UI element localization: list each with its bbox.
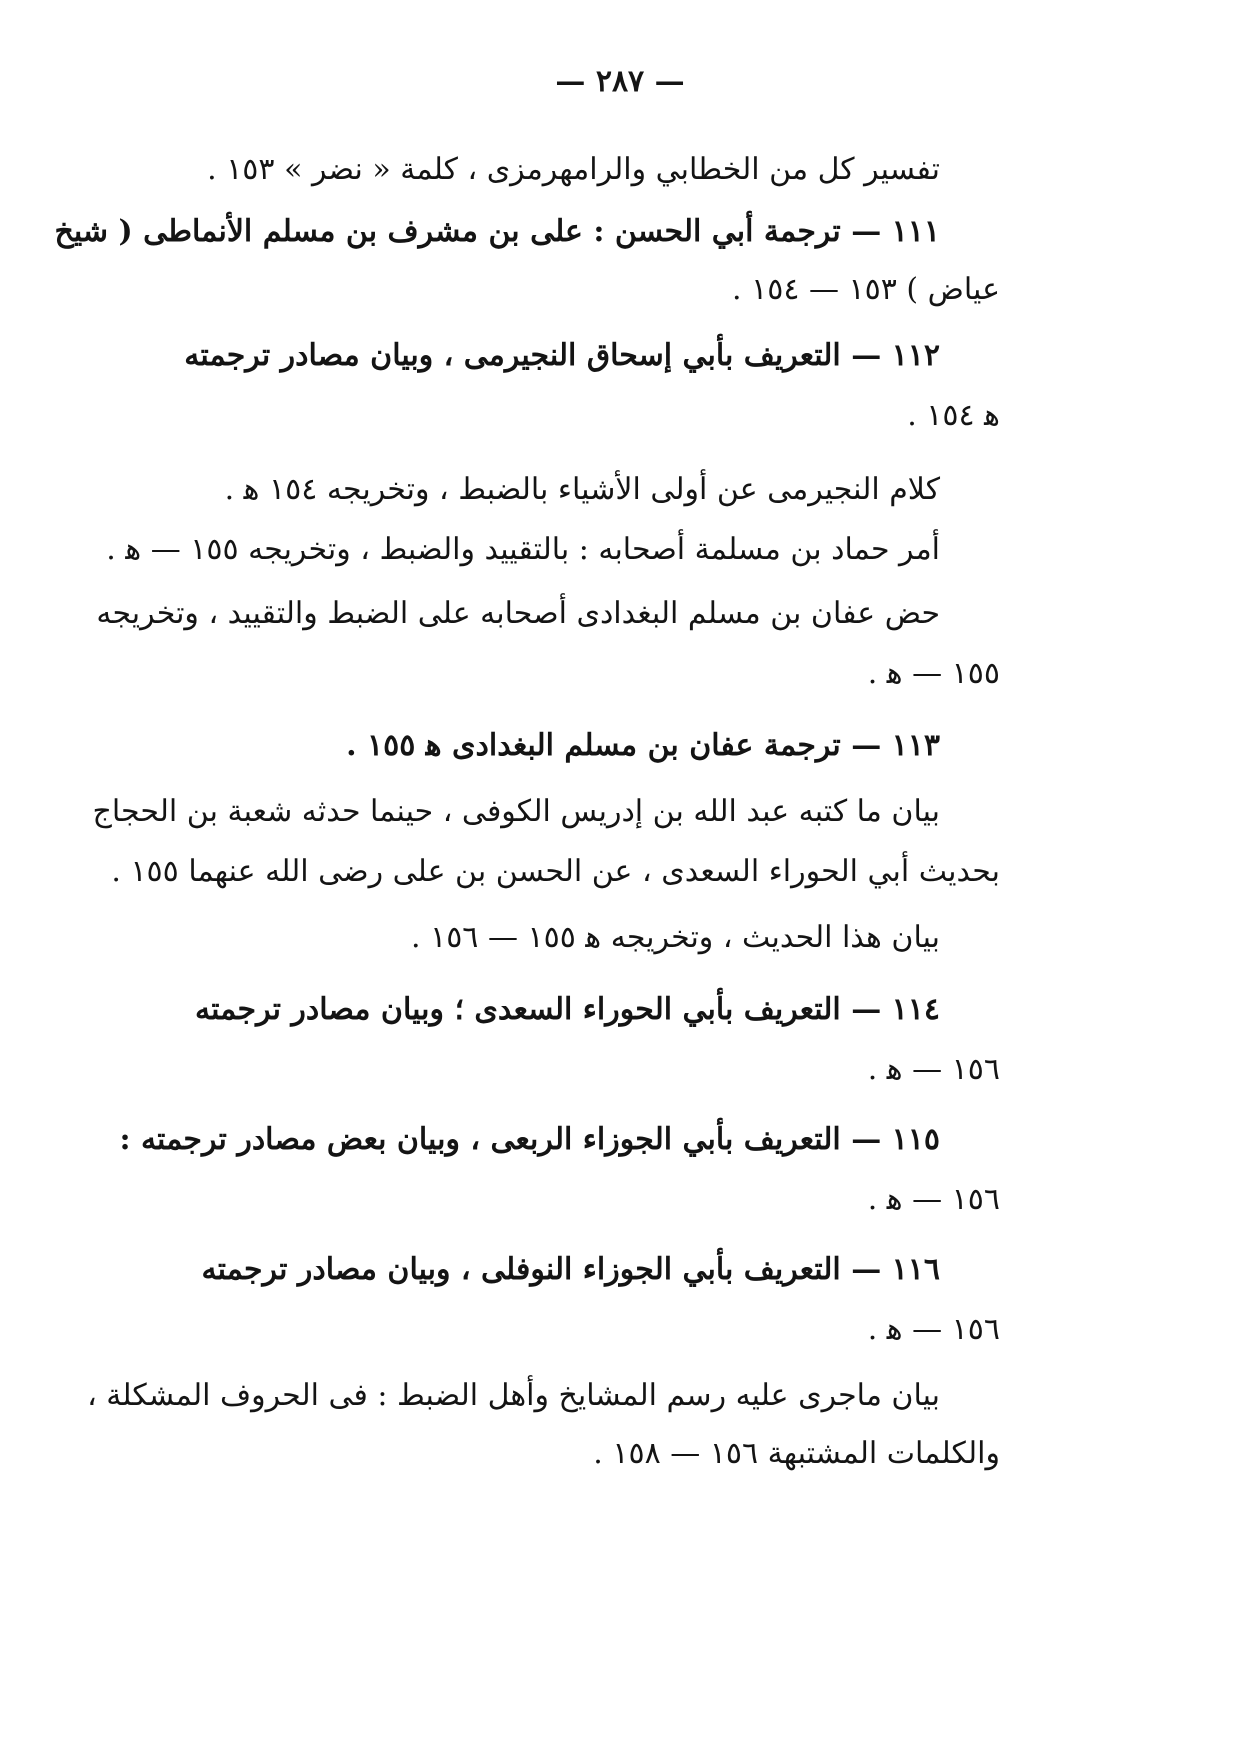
text-line: حض عفان بن مسلم البغدادى أصحابه على الضبط والتقييد ، وتخريجه (96, 596, 940, 631)
text-line: ١٥٦ — ﻫ . (867, 1182, 1000, 1217)
text-line: ١٥٥ — ﻫ . (867, 656, 1000, 691)
text-line: بيان هذا الحديث ، وتخريجه ﻫ ١٥٥ — ١٥٦ . (411, 920, 940, 955)
entry-line: ١١٦ — التعريف بأبي الجوزاء النوفلى ، وبيان مصادر ترجمته (201, 1252, 940, 1287)
text-line: والكلمات المشتبهة ١٥٦ — ١٥٨ . (593, 1436, 1000, 1471)
text-line: بيان ماجرى عليه رسم المشايخ وأهل الضبط : فى الحروف المشكلة ، (87, 1378, 940, 1413)
text-line: بحديث أبي الحوراء السعدى ، عن الحسن بن على رضى الله عنهما ١٥٥ . (111, 854, 1000, 889)
text-line: عياض ) ١٥٣ — ١٥٤ . (732, 272, 1000, 307)
text-line: أمر حماد بن مسلمة أصحابه : بالتقييد والضبط ، وتخريجه ١٥٥ — ﻫ . (106, 532, 940, 567)
text-line: بيان ما كتبه عبد الله بن إدريس الكوفى ، حينما حدثه شعبة بن الحجاج (92, 794, 940, 829)
text-line: تفسير كل من الخطابي والرامهرمزى ، كلمة « نضر » ١٥٣ . (207, 152, 940, 187)
page-number: — ٢٨٧ — (555, 64, 685, 99)
entry-line: ١١٢ — التعريف بأبي إسحاق النجيرمى ، وبيان مصادر ترجمته (184, 338, 940, 373)
entry-line: ١١٤ — التعريف بأبي الحوراء السعدى ؛ وبيان مصادر ترجمته (195, 992, 940, 1027)
entry-line: ١١١ — ترجمة أبي الحسن : على بن مشرف بن مسلم الأنماطى ( شيخ (54, 214, 940, 249)
text-line: ﻫ ١٥٤ . (907, 398, 1000, 433)
entry-line: ١١٥ — التعريف بأبي الجوزاء الربعى ، وبيان بعض مصادر ترجمته : (119, 1122, 940, 1157)
text-line: ١٥٦ — ﻫ . (867, 1052, 1000, 1087)
entry-line: ١١٣ — ترجمة عفان بن مسلم البغدادى ﻫ ١٥٥ . (346, 728, 940, 763)
text-line: كلام النجيرمى عن أولى الأشياء بالضبط ، وتخريجه ١٥٤ ﻫ . (224, 472, 940, 507)
text-line: ١٥٦ — ﻫ . (867, 1312, 1000, 1347)
